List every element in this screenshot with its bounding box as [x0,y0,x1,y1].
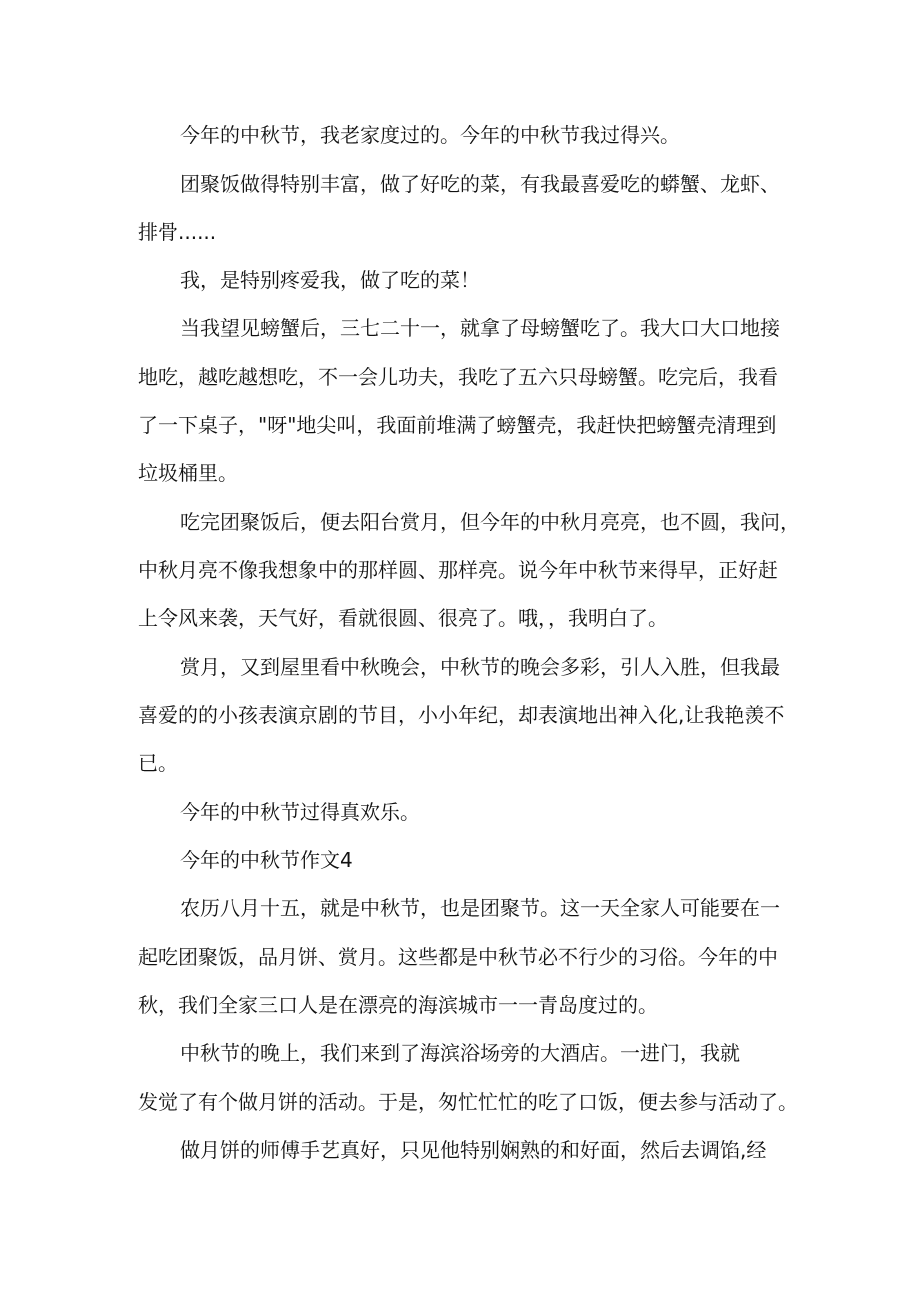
text-line: 做月饼的师傅手艺真好，只见他特别娴熟的和好面，然后去调馅,经 [180,1138,767,1162]
text-line: 喜爱的的小孩表演京剧的节目，小小年纪，却表演地出神入化,让我艳羡不 [138,703,785,727]
text-line: 发觉了有个做月饼的活动。于是，匆忙忙忙的吃了口饭，便去参与活动了。 [138,1090,798,1114]
text-line: 秋，我们全家三口人是在漂亮的海滨城市一一青岛度过的。 [138,993,658,1017]
text-line: 今年的中秋节过得真欢乐。 [180,800,420,824]
text-line: 了一下桌子，"呀"地尖叫，我面前堆满了螃蟹壳，我赶快把螃蟹壳清理到 [138,413,777,437]
text-line: 当我望见螃蟹后，三七二十一，就拿了母螃蟹吃了。我大口大口地接 [180,316,780,340]
text-line: 中秋月亮不像我想象中的那样圆、那样亮。说今年中秋节来得早，正好赶 [138,558,778,582]
text-line: 今年的中秋节，我老家度过的。今年的中秋节我过得兴。 [180,123,680,147]
text-line: 已。 [138,751,178,775]
text-line: 上令风来袭，天气好，看就很圆、很亮了。哦，，我明白了。 [138,606,668,630]
text-line: 吃完团聚饭后，便去阳台赏月，但今年的中秋月亮亮，也不圆，我问， [180,510,800,534]
section-heading: 今年的中秋节作文4 [180,848,353,872]
text-line: 中秋节的晚上，我们来到了海滨浴场旁的大酒店。一进门，我就 [180,1041,740,1065]
text-line: 农历八月十五，就是中秋节，也是团聚节。这一天全家人可能要在一 [180,896,780,920]
text-line: 排骨...... [138,220,217,244]
text-line: 团聚饭做得特别丰富，做了好吃的菜，有我最喜爱吃的蟒蟹、龙虾、 [180,172,780,196]
text-line: 垃圾桶里。 [138,461,238,485]
text-line: 地吃，越吃越想吃，不一会儿功夫，我吃了五六只母螃蟹。吃完后，我看 [138,365,778,389]
text-line: 起吃团聚饭，品月饼、赏月。这些都是中秋节必不行少的习俗。今年的中 [138,945,778,969]
text-line: 我，是特别疼爱我，做了吃的菜！ [180,268,480,292]
text-line: 赏月，又到屋里看中秋晚会，中秋节的晚会多彩，引人入胜，但我最 [180,655,780,679]
